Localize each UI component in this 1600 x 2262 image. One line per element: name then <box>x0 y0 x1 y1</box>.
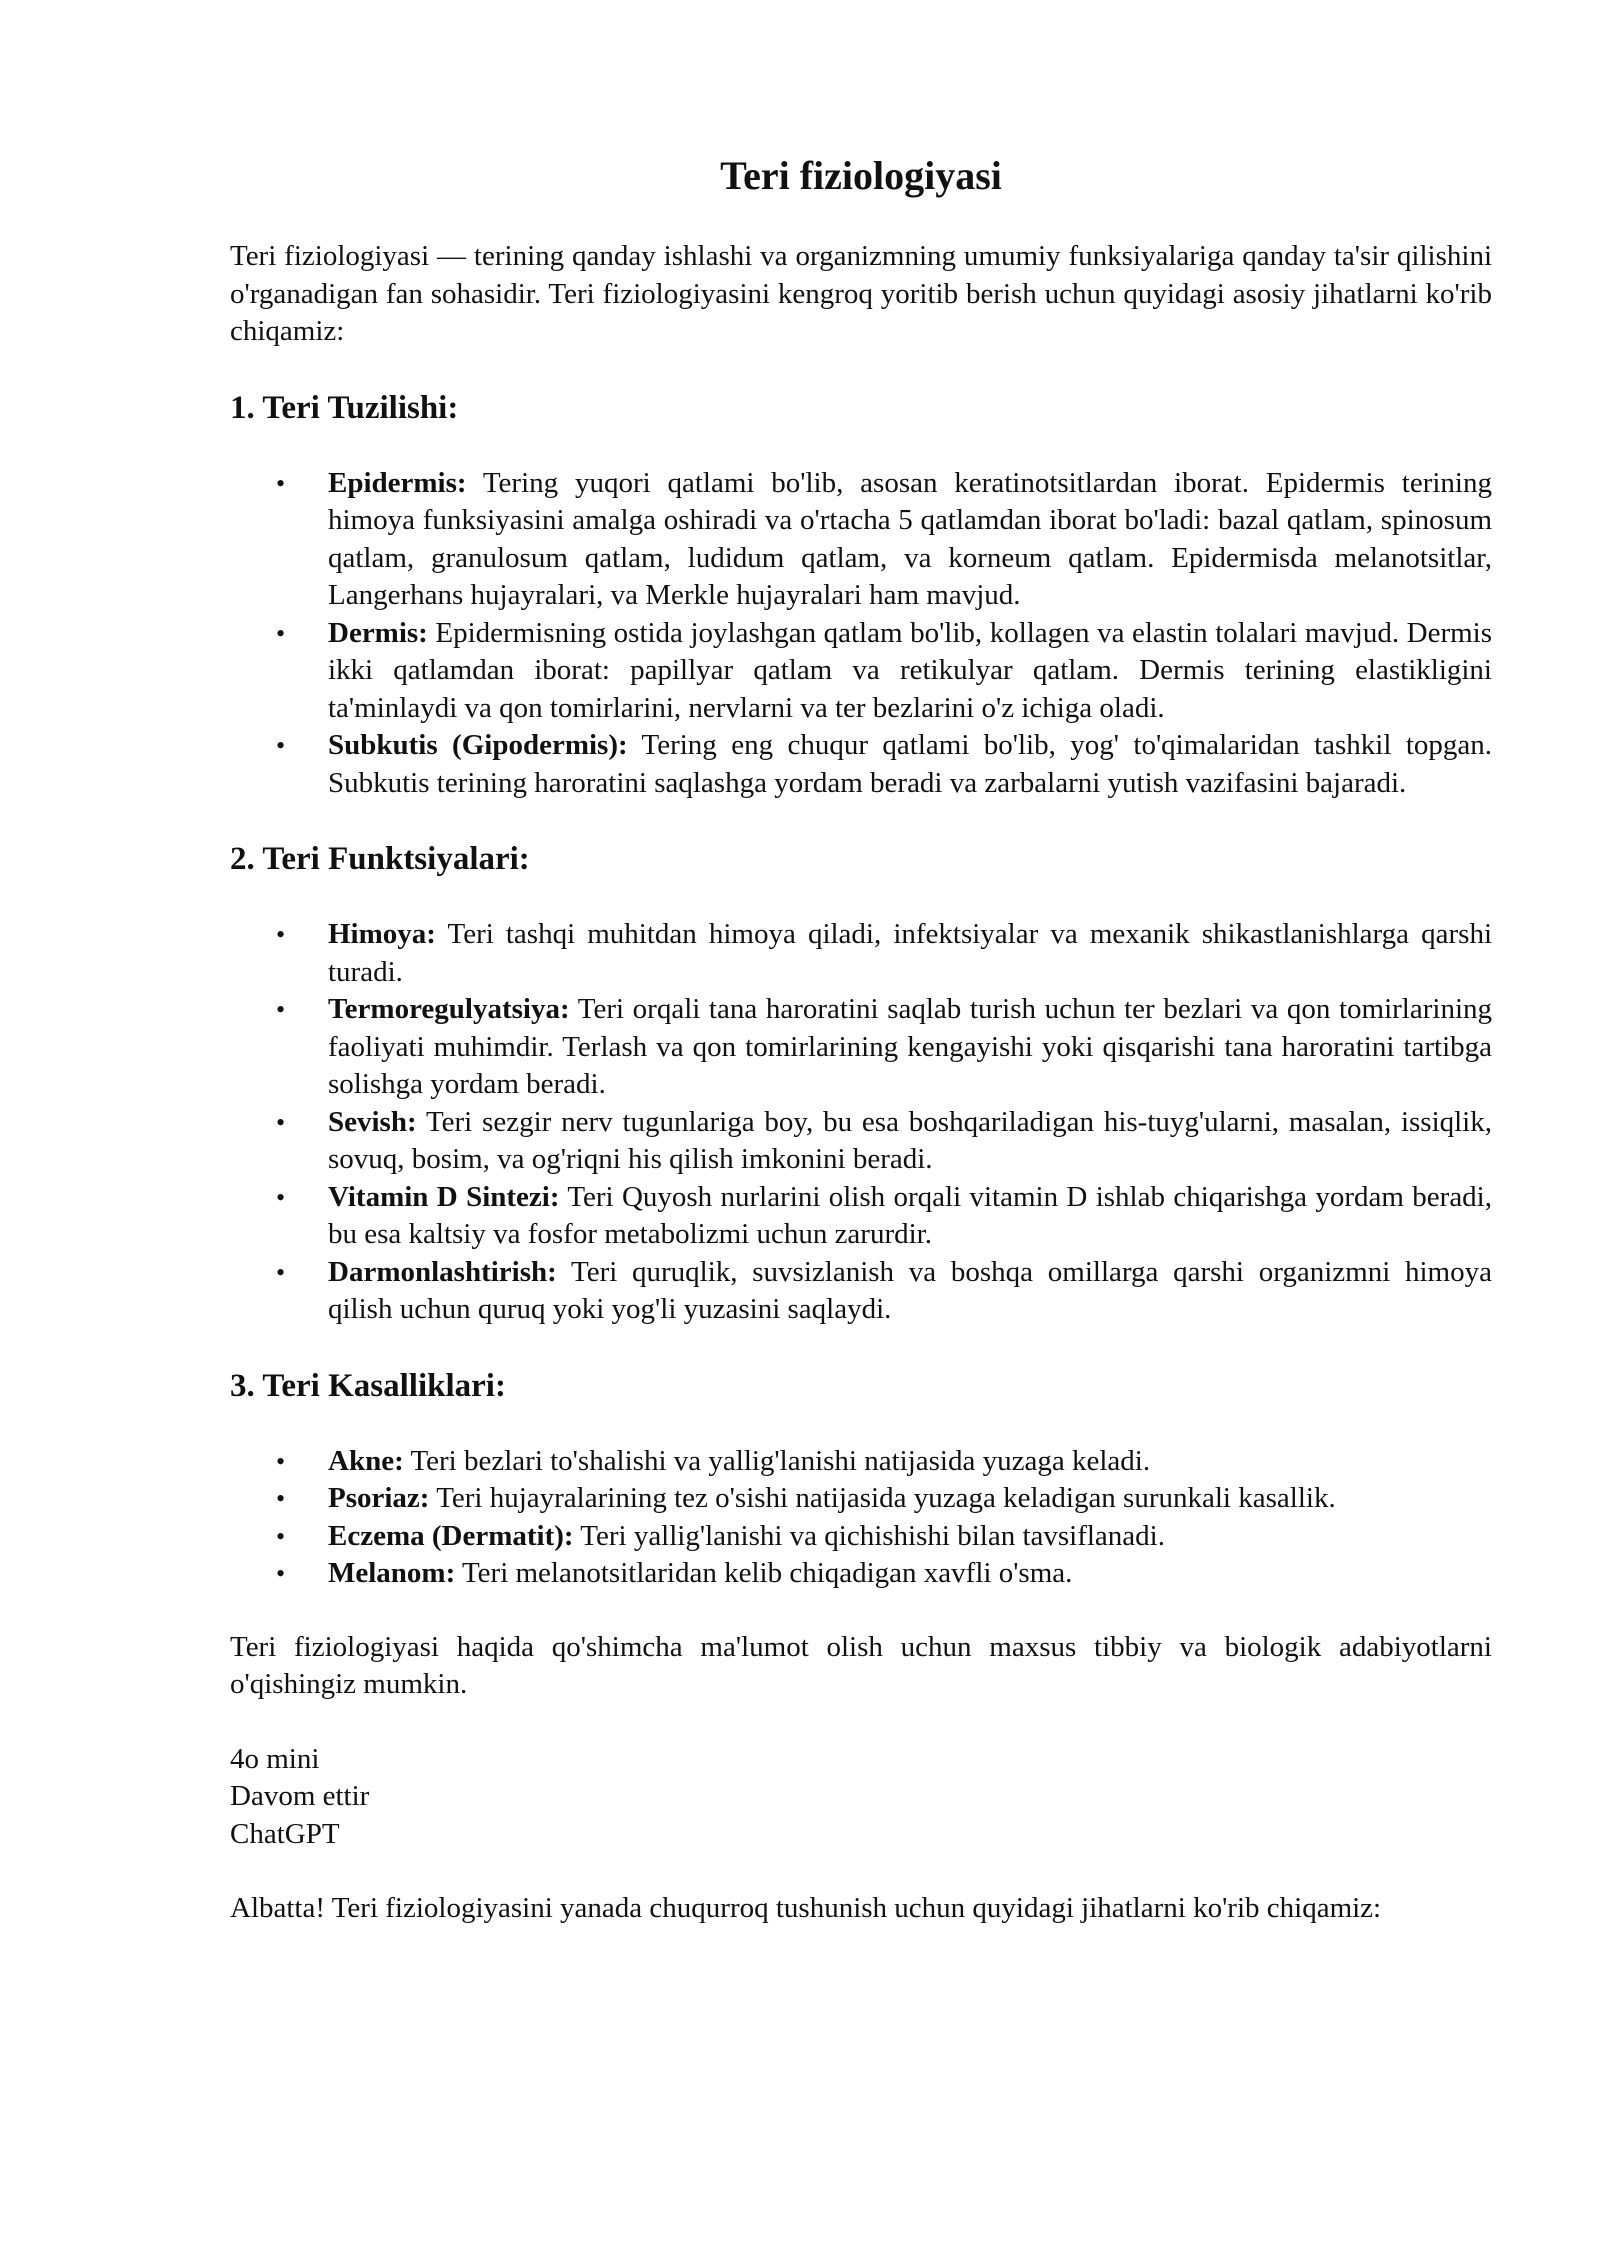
item-text: Tering yuqori qatlami bo'lib, asosan keratinotsitlardan iborat. Epidermis terining himoya funksiyasini amalga oshiradi va o'rtacha 5 qatlamdan iborat bo'ladi: bazal qatlam, spinosum qatlam, granulosum qatlam, ludidum qatlam, va korneum qatlam. Epidermisda melanotsitlar, Langerhans hujayralari, va Merkle hujayralari ham mavjud. <box>328 466 1492 611</box>
item-term: Termoregulyatsiya: <box>328 993 570 1025</box>
item-term: Sevish: <box>328 1105 417 1138</box>
item-text: Teri tashqi muhitdan himoya qiladi, infektsiyalar va mexanik shikastlanishlarga qarshi turadi. <box>328 918 1492 988</box>
closing-paragraph: Teri fiziologiyasi haqida qo'shimcha ma'lumot olish uchun maxsus tibbiy va biologik adabiyotlarni o'qishingiz mumkin. <box>230 1630 1492 1700</box>
bullet-icon: • <box>276 468 286 498</box>
item-text: Teri quruqlik, suvsizlanish va boshqa omillarga qarshi organizmni himoya qilish uchun quruq yoki yog'li yuzasini saqlaydi. <box>328 1255 1492 1325</box>
item-text: Teri sezgir nerv tugunlariga boy, bu esa boshqariladigan his-tuyg'ularni, masalan, issiqlik, sovuq, bosim, va og'riqni his qilish imkonini beradi. <box>328 1105 1492 1175</box>
item-text: Teri bezlari to'shalishi va yallig'lanishi natijasida yuzaga keladi. <box>403 1444 1151 1477</box>
diseases-list <box>230 1443 1492 1593</box>
document-page <box>230 150 1492 1928</box>
continue-label: Davom ettir <box>230 1780 370 1812</box>
item-term: Himoya: <box>328 918 436 950</box>
list-item <box>230 1518 1492 1556</box>
item-text: Teri hujayralarining tez o'sishi natijasida yuzaga keladigan surunkali kasallik. <box>429 1482 1336 1514</box>
list-item <box>230 991 1492 1104</box>
item-term: Subkutis (Gipodermis): <box>328 729 628 761</box>
item-text: Tering eng chuqur qatlami bo'lib, yog' to'qimalaridan tashkil topgan. Subkutis terining haroratini saqlashga yordam beradi va zarbalarni yutish vazifasini bajaradi. <box>328 729 1492 799</box>
bullet-icon: • <box>276 920 286 949</box>
bullet-icon: • <box>276 1559 286 1588</box>
item-text: Epidermisning ostida joylashgan qatlam bo'lib, kollagen va elastin tolalari mavjud. Dermis ikki qatlamdan iborat: papillyar qatlam va retikulyar qatlam. Dermis terining elastikligini ta'minlaydi va qon tomirlarini, nervlarni va ter bezlarini o'z ichiga oladi. <box>328 616 1492 724</box>
document-title: Teri fiziologiyasi <box>720 153 1002 198</box>
list-item <box>230 615 1492 728</box>
list-item <box>230 727 1492 802</box>
item-term: Darmonlashtirish: <box>328 1255 557 1288</box>
section-heading-diseases: 3. Teri Kasalliklari: <box>230 1367 506 1404</box>
section-heading-functions: 2. Teri Funktsiyalari: <box>230 841 530 877</box>
item-text: Teri melanotsitlaridan kelib chiqadigan xavfli o'sma. <box>455 1557 1073 1589</box>
bullet-icon: • <box>276 1484 286 1513</box>
bullet-icon: • <box>276 731 286 760</box>
item-term: Epidermis: <box>328 466 467 499</box>
bullet-icon: • <box>276 1182 286 1212</box>
bullet-icon: • <box>276 995 286 1024</box>
structure-list <box>230 465 1492 803</box>
bullet-icon: • <box>276 1257 286 1287</box>
section-heading-structure: 1. Teri Tuzilishi: <box>230 389 459 426</box>
bullet-icon: • <box>276 618 286 648</box>
assistant-name: ChatGPT <box>230 1817 340 1850</box>
list-item <box>230 1254 1492 1329</box>
list-item <box>230 1179 1492 1254</box>
item-term: Dermis: <box>328 616 428 649</box>
item-text: Teri yallig'lanishi va qichishishi bilan tavsiflanadi. <box>573 1519 1165 1552</box>
item-text: Teri orqali tana haroratini saqlab turish uchun ter bezlari va qon tomirlarining faoliyati muhimdir. Terlash va qon tomirlarining kengayishi yoki qisqarishi tana haroratini tartibga solishga yordam beradi. <box>328 993 1492 1100</box>
item-term: Vitamin D Sintezi: <box>328 1180 560 1213</box>
list-item <box>230 465 1492 615</box>
followup-paragraph: Albatta! Teri fiziologiyasini yanada chuqurroq tushunish uchun quyidagi jihatlarni ko'rib chiqamiz: <box>230 1892 1382 1924</box>
item-text: Teri Quyosh nurlarini olish orqali vitamin D ishlab chiqarishga yordam beradi, bu esa kaltsiy va fosfor metabolizmi uchun zarurdir. <box>328 1180 1492 1250</box>
functions-list <box>230 916 1492 1329</box>
bullet-icon: • <box>276 1521 286 1551</box>
bullet-icon: • <box>276 1107 286 1137</box>
item-term: Psoriaz: <box>328 1482 430 1514</box>
item-term: Eczema (Dermatit): <box>328 1519 574 1552</box>
list-item <box>230 916 1492 991</box>
list-item <box>230 1555 1492 1593</box>
meta-lines <box>230 1741 1492 1854</box>
list-item <box>230 1104 1492 1179</box>
item-term: Akne: <box>328 1444 404 1477</box>
item-term: Melanom: <box>328 1557 456 1589</box>
list-item <box>230 1443 1492 1481</box>
model-label: 4o mini <box>230 1742 320 1775</box>
list-item <box>230 1480 1492 1518</box>
intro-paragraph: Teri fiziologiyasi — terining qanday ishlashi va organizmning umumiy funksiyalariga qanday ta'sir qilishini o'rganadigan fan sohasidir. Teri fiziologiyasini kengroq yoritib berish uchun quyidagi asosiy jihatlarni ko'rib chiqamiz: <box>230 240 1492 347</box>
bullet-icon: • <box>276 1446 286 1476</box>
